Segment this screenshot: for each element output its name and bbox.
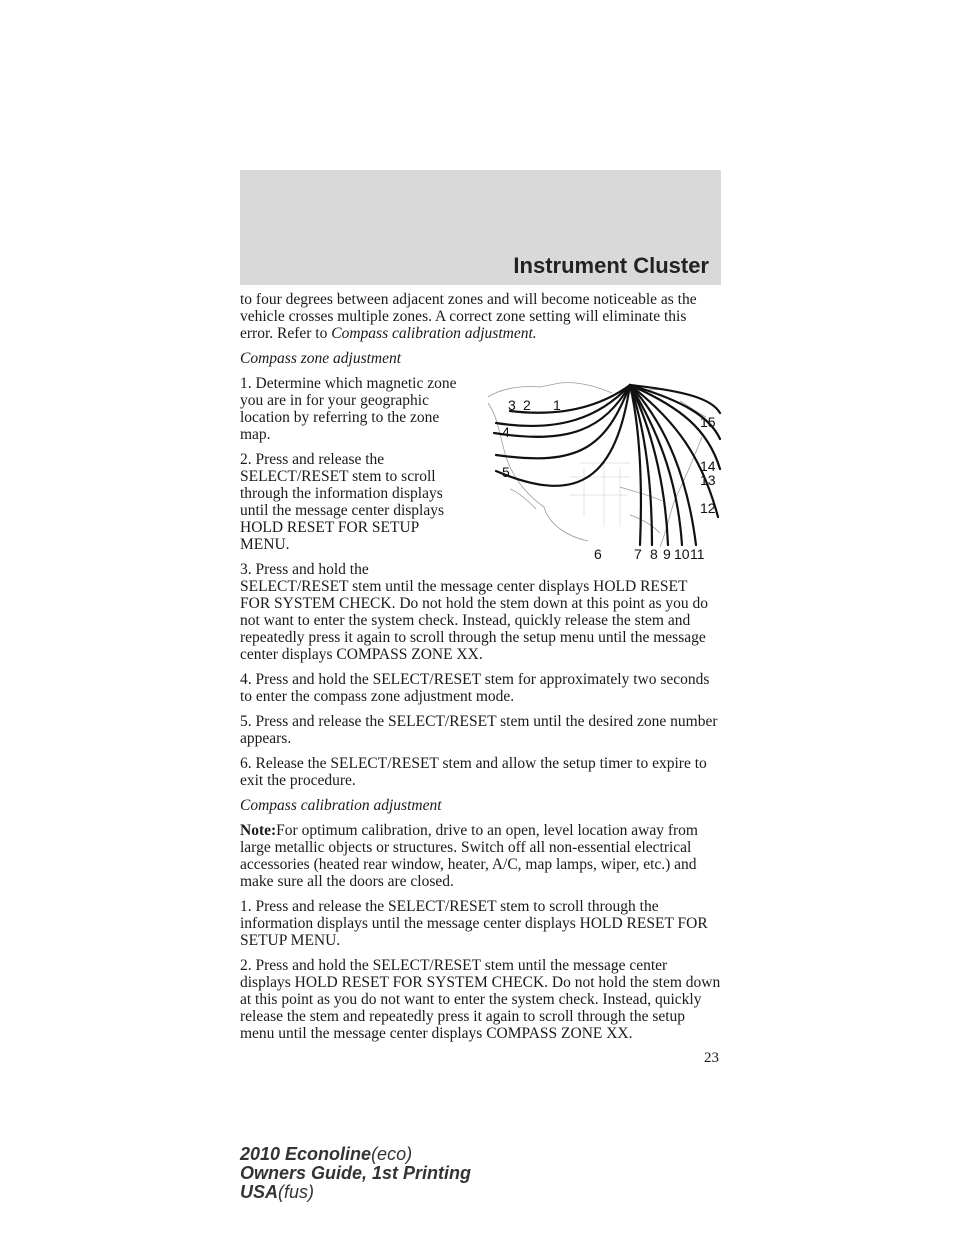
zone-step: 3. Press and hold the SELECT/RESET stem until the message center displays HOLD RESET FOR SYSTEM CHECK. Do not hold the stem down at this point as you do not want to enter the system check. Instead, quickly release the stem and repeatedly press it again to scroll through the setup menu until the message center displays COMPASS ZONE XX. <box>240 561 709 663</box>
footer-market-code: (fus) <box>278 1182 315 1202</box>
page-content <box>240 291 721 1050</box>
note-label: Note: <box>240 822 277 839</box>
zone-label: 14 <box>700 458 716 474</box>
compass-zone-map <box>480 377 725 561</box>
zone-label: 15 <box>700 414 716 430</box>
section-title: Instrument Cluster <box>513 253 709 278</box>
intro-paragraph <box>240 291 721 342</box>
footer <box>240 1145 471 1202</box>
footer-model-code: (eco) <box>371 1144 413 1164</box>
zone-step: 5. Press and release the SELECT/RESET stem until the desired zone number appears. <box>240 713 718 747</box>
footer-model: 2010 Econoline <box>240 1144 372 1164</box>
zone-heading: Compass zone adjustment <box>240 350 402 367</box>
zone-label: 8 <box>650 546 658 561</box>
section-header-band <box>240 170 721 285</box>
footer-guide: Owners Guide, 1st Printing <box>240 1163 472 1183</box>
note-text: For optimum calibration, drive to an open, level location away from large metallic objects or structures. Switch off all non-essential electrical accessories (heated rear window, heater, A/C, map lamps, wiper, etc.) and make sure all the doors are closed. <box>240 822 698 890</box>
zone-step: 4. Press and hold the SELECT/RESET stem for approximately two seconds to enter the compass zone adjustment mode. <box>240 671 710 705</box>
calibration-heading: Compass calibration adjustment <box>240 797 442 814</box>
page-number: 23 <box>704 1050 719 1066</box>
footer-market: USA <box>240 1182 279 1202</box>
zone-label: 13 <box>700 472 716 488</box>
zone-label: 6 <box>594 546 602 561</box>
footer-market-line <box>240 1183 471 1202</box>
footer-model-line <box>240 1145 471 1164</box>
calibration-step: 2. Press and hold the SELECT/RESET stem until the message center displays HOLD RESET FOR SYSTEM CHECK. Do not hold the stem down at this point as you do not want to enter the system check. Instead, quickly release the stem and repeatedly press it again to scroll through the setup menu until the message center displays COMPASS ZONE XX. <box>240 957 721 1042</box>
zone-label: 11 <box>690 546 705 561</box>
note-paragraph <box>240 822 721 890</box>
zone-step: 6. Release the SELECT/RESET stem and allow the setup timer to expire to exit the procedure. <box>240 755 707 789</box>
zone-step: 2. Press and release the SELECT/RESET stem to scroll through the information displays until the message center displays HOLD RESET FOR SETUP MENU. <box>240 451 445 553</box>
zone-label: 12 <box>700 500 716 516</box>
calibration-step: 1. Press and release the SELECT/RESET stem to scroll through the information displays until the message center displays HOLD RESET FOR SETUP MENU. <box>240 898 708 949</box>
zone-label: 1 <box>553 397 561 413</box>
intro-text: to four degrees between adjacent zones and will become noticeable as the vehicle crosses multiple zones. A correct zone setting will eliminate this error. Refer to <box>240 291 697 342</box>
zone-label: 3 <box>508 397 516 413</box>
zone-label: 9 <box>663 546 671 561</box>
zone-label: 7 <box>634 546 642 561</box>
intro-reference: Compass calibration adjustment. <box>331 325 537 342</box>
footer-guide-line <box>240 1164 471 1183</box>
zone-label: 2 <box>523 397 531 413</box>
zone-label: 4 <box>502 424 510 440</box>
zone-label: 10 <box>674 546 690 561</box>
zone-step: 1. Determine which magnetic zone you are in for your geographic location by referring to the zone map. <box>240 375 457 443</box>
zone-label: 5 <box>502 464 510 480</box>
